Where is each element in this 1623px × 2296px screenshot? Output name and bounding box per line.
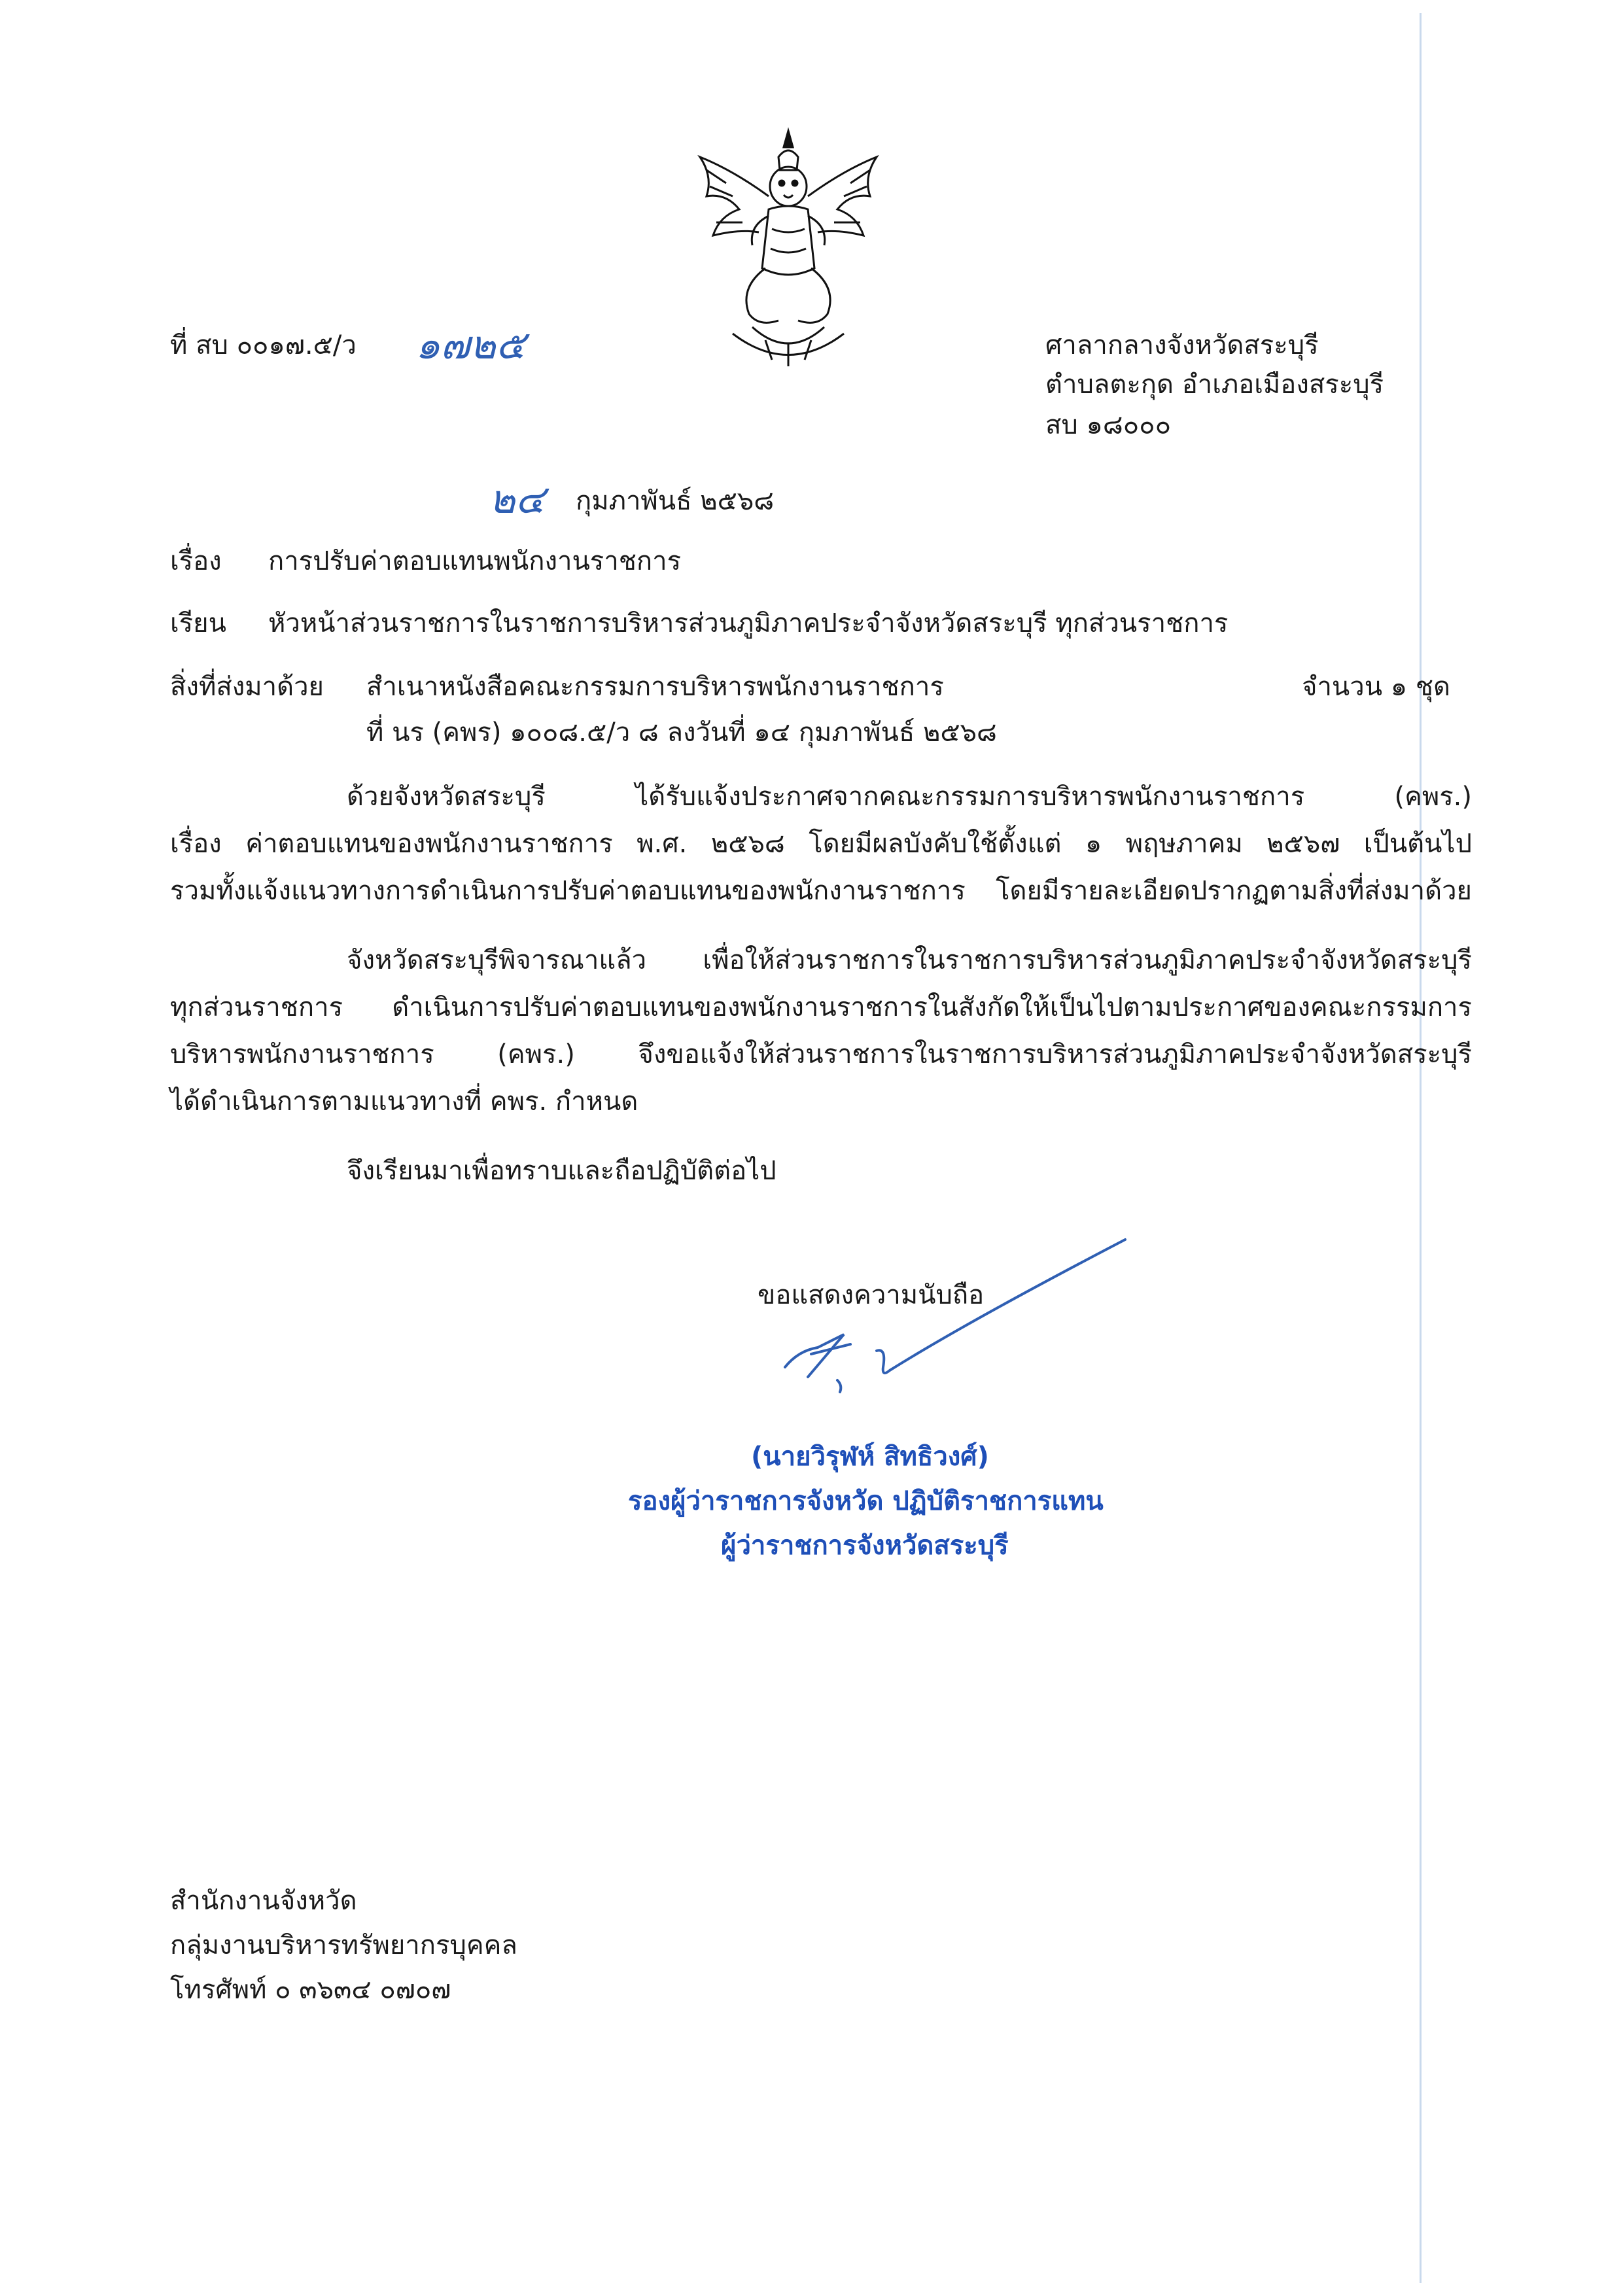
handwritten-ref-number: ๑๗๒๕ [415,322,526,368]
paragraph-1-line-1: ด้วยจังหวัดสระบุรี ได้รับแจ้งประกาศจากคณะกรรมการบริหารพนักงานราชการ (คพร.) [347,782,1472,812]
paragraph-1-line-3: รวมทั้งแจ้งแนวทางการดำเนินการปรับค่าตอบแทนของพนักงานราชการ โดยมีรายละเอียดปรากฏตามสิ่งที่ส่งมาด้วย [170,876,1472,906]
subject-label: เรื่อง [170,546,222,576]
footer-division: กลุ่มงานบริหารทรัพยากรบุคคล [170,1930,517,1960]
enclosure-quantity: จำนวน ๑ ชุด [1302,672,1450,702]
sender-address-line-1: ศาลากลางจังหวัดสระบุรี [1045,330,1319,360]
recipient-label: เรียน [170,608,226,638]
recipient-text: หัวหน้าส่วนราชการในราชการบริหารส่วนภูมิภาคประจำจังหวัดสระบุรี ทุกส่วนราชการ [268,608,1229,638]
reference-number: ที่ สบ ๐๐๑๗.๕/ว [170,330,357,360]
paragraph-3: จึงเรียนมาเพื่อทราบและถือปฏิบัติต่อไป [347,1156,777,1186]
page-margin-line [1420,13,1422,2283]
paragraph-2-line-1: จังหวัดสระบุรีพิจารณาแล้ว เพื่อให้ส่วนราชการในราชการบริหารส่วนภูมิภาคประจำจังหวัดสระบุรี [347,945,1472,975]
paragraph-2-line-3: บริหารพนักงานราชการ (คพร.) จึงขอแจ้งให้ส่วนราชการในราชการบริหารส่วนภูมิภาคประจำจังหวัดสระบุรี [170,1039,1472,1070]
handwritten-signature-icon [772,1236,1138,1433]
footer-office: สำนักงานจังหวัด [170,1886,357,1916]
letter-date: กุมภาพันธ์ ๒๕๖๘ [576,486,775,516]
garuda-emblem-icon [687,118,890,373]
subject-text: การปรับค่าตอบแทนพนักงานราชการ [268,546,682,576]
closing-salutation: ขอแสดงความนับถือ [758,1280,985,1310]
footer-phone: โทรศัพท์ ๐ ๓๖๓๔ ๐๗๐๗ [170,1975,451,2005]
handwritten-date-day: ๒๔ [489,477,545,523]
sender-address-line-3: สบ ๑๘๐๐๐ [1045,410,1172,440]
sender-address-line-2: ตำบลตะกุด อำเภอเมืองสระบุรี [1045,370,1384,400]
enclosure-label: สิ่งที่ส่งมาด้วย [170,672,324,702]
paragraph-2-line-2: ทุกส่วนราชการ ดำเนินการปรับค่าตอบแทนของพนักงานราชการในสังกัดให้เป็นไปตามประกาศของคณะกรรมการ [170,992,1472,1022]
paragraph-1-line-2: เรื่อง ค่าตอบแทนของพนักงานราชการ พ.ศ. ๒๕๖๘ โดยมีผลบังคับใช้ตั้งแต่ ๑ พฤษภาคม ๒๕๖๗ เป็นต้นไป [170,829,1472,859]
signer-title-1: รองผู้ว่าราชการจังหวัด ปฏิบัติราชการแทน [628,1486,1104,1516]
enclosure-line-1: สำเนาหนังสือคณะกรรมการบริหารพนักงานราชการ [366,672,944,702]
signer-name: (นายวิรุฬห์ สิทธิวงศ์) [751,1442,989,1472]
signer-title-2: ผู้ว่าราชการจังหวัดสระบุรี [721,1531,1009,1561]
paragraph-2-line-4: ได้ดำเนินการตามแนวทางที่ คพร. กำหนด [170,1087,638,1117]
enclosure-line-2: ที่ นร (คพร) ๑๐๐๘.๕/ว ๘ ลงวันที่ ๑๔ กุมภาพันธ์ ๒๕๖๘ [366,718,997,748]
